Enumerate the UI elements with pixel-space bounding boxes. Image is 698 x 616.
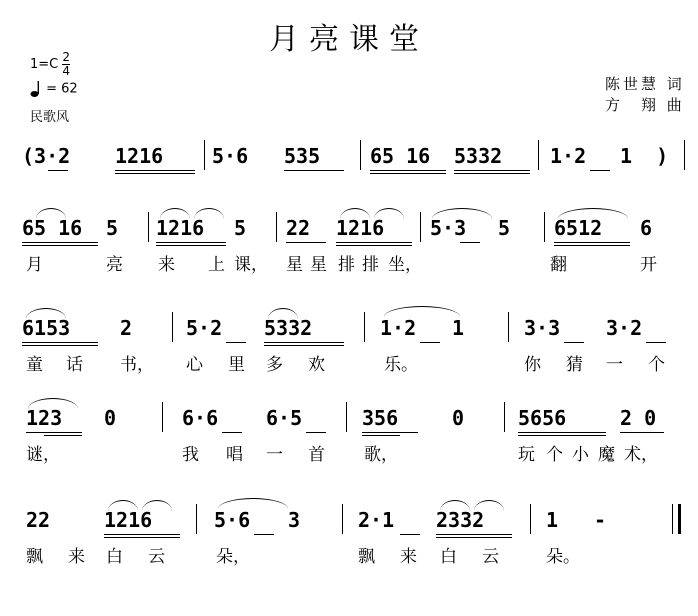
lyric-word: 排: [362, 255, 379, 275]
lyric-word: 魔: [598, 445, 615, 465]
barline: [196, 504, 197, 534]
lyric-word: 一: [606, 355, 623, 375]
lyric-word: 心: [186, 355, 203, 375]
style-label: 民歌风: [30, 110, 70, 125]
lyric-word: 你: [524, 355, 541, 375]
measure: 2·1: [358, 508, 395, 532]
lyric-line-1: [0, 250, 698, 276]
measure: 356: [362, 406, 399, 430]
lyric-word: 白: [106, 547, 123, 567]
lyric-word: 白: [440, 547, 457, 567]
measure: 5332: [264, 316, 313, 340]
lyric-line-3: [0, 440, 698, 466]
barline: [276, 212, 277, 242]
time-numerator: 2: [62, 50, 71, 64]
lyric-word: 月: [26, 255, 43, 275]
song-title: 月亮课堂: [269, 22, 429, 57]
barline: [504, 402, 505, 432]
measure: 123: [26, 406, 63, 430]
lyric-word: 个: [648, 355, 665, 375]
measure: 2: [120, 316, 133, 340]
measure: 22: [286, 216, 311, 240]
measure: 1 ): [620, 144, 669, 168]
measure: 6: [640, 216, 653, 240]
lyric-line-4: [0, 542, 698, 568]
barline: [538, 140, 539, 170]
lyric-word: 歌，: [364, 445, 398, 465]
lyric-word: 童: [26, 355, 43, 375]
lyric-word: 星: [310, 255, 327, 275]
barline: [672, 504, 673, 534]
lyric-word: 玩: [518, 445, 535, 465]
lyric-word: 书，: [120, 355, 154, 375]
measure: 1: [546, 508, 559, 532]
barline: [530, 504, 531, 534]
measure: 0: [104, 406, 117, 430]
measure: 3: [288, 508, 301, 532]
measure: 6·6: [182, 406, 219, 430]
lyric-line-2: [0, 350, 698, 376]
lyric-word: 飘: [26, 547, 43, 567]
lyric-word: 星: [286, 255, 303, 275]
measure: 22: [26, 508, 51, 532]
measure: 6512: [554, 216, 603, 240]
lyric-word: 亮: [106, 255, 123, 275]
measure: 1216: [104, 508, 153, 532]
staff-system-3: [0, 312, 698, 346]
measure: 5332: [454, 144, 503, 168]
lyric-word: 飘: [358, 547, 375, 567]
barline: [172, 312, 173, 342]
measure: (3·2: [22, 144, 71, 168]
measure: 3·2: [606, 316, 643, 340]
lyric-word: 个: [546, 445, 563, 465]
lyric-word: 小: [572, 445, 589, 465]
barline: [204, 140, 205, 170]
measure: 5: [498, 216, 511, 240]
lyric-word: 朵。: [546, 547, 580, 567]
barline: [342, 504, 343, 534]
lyric-word: 朵，: [216, 547, 250, 567]
staff-system-4: [0, 402, 698, 436]
measure: 5·3: [430, 216, 467, 240]
lyric-word: 坐，: [388, 255, 422, 275]
measure: 65 16: [22, 216, 83, 240]
barline: [148, 212, 149, 242]
barline: [420, 212, 421, 242]
tempo-value: = 62: [46, 81, 78, 97]
tempo-mark: [30, 80, 78, 98]
barline: [508, 312, 509, 342]
time-denominator: 4: [62, 64, 71, 78]
measure: 2332: [436, 508, 485, 532]
measure: 1·2: [550, 144, 587, 168]
staff-system-5: [0, 504, 698, 538]
time-signature: [62, 52, 70, 77]
lyric-word: 里: [228, 355, 245, 375]
lyric-word: 来: [158, 255, 175, 275]
measure: 0: [452, 406, 465, 430]
staff-system-2: [0, 212, 698, 246]
measure: 1216: [115, 144, 164, 168]
key-label: 1=C: [30, 57, 59, 72]
barline: [346, 402, 347, 432]
lyric-word: 排: [338, 255, 355, 275]
lyric-word: 猜: [566, 355, 583, 375]
quarter-note-icon: [30, 80, 42, 98]
barline: [544, 212, 545, 242]
measure: 1216: [156, 216, 205, 240]
lyric-word: 乐。: [384, 355, 418, 375]
measure: -: [594, 508, 607, 532]
measure: 1216: [336, 216, 385, 240]
lyric-word: 云: [482, 547, 499, 567]
staff-system-1: [0, 140, 698, 174]
measure: 6153: [22, 316, 71, 340]
lyricist-credit: 陈世慧 词: [605, 75, 685, 93]
lyric-word: 多: [266, 355, 283, 375]
lyric-word: 课，: [234, 255, 268, 275]
lyric-word: 上: [208, 255, 225, 275]
final-barline: [678, 504, 681, 534]
barline: [364, 312, 365, 342]
measure: 5: [106, 216, 119, 240]
lyric-word: 开: [640, 255, 657, 275]
lyric-word: 云: [148, 547, 165, 567]
measure: 2 0: [620, 406, 657, 430]
lyric-word: 我: [182, 445, 199, 465]
barline: [360, 140, 361, 170]
measure: 65 16: [370, 144, 431, 168]
lyric-word: 首: [308, 445, 325, 465]
measure: 535: [284, 144, 321, 168]
barline: [684, 140, 685, 170]
lyric-word: 来: [400, 547, 417, 567]
composer-credit: 方 翔 曲: [605, 96, 685, 114]
lyric-word: 唱: [226, 445, 243, 465]
measure: 5: [234, 216, 247, 240]
lyric-word: 话: [66, 355, 83, 375]
lyric-word: 翻: [550, 255, 567, 275]
measure: 5·2: [186, 316, 223, 340]
lyric-word: 欢: [308, 355, 325, 375]
key-signature: [30, 52, 70, 77]
barline: [162, 402, 163, 432]
measure: 6·5: [266, 406, 303, 430]
lyric-word: 一: [266, 445, 283, 465]
lyric-word: 来: [68, 547, 85, 567]
measure: 1·2: [380, 316, 417, 340]
lyric-word: 术，: [624, 445, 658, 465]
measure: 5·6: [214, 508, 251, 532]
measure: 5656: [518, 406, 567, 430]
measure: 1: [452, 316, 465, 340]
measure: 3·3: [524, 316, 561, 340]
measure: 5·6: [212, 144, 249, 168]
lyric-word: 谜，: [26, 445, 60, 465]
